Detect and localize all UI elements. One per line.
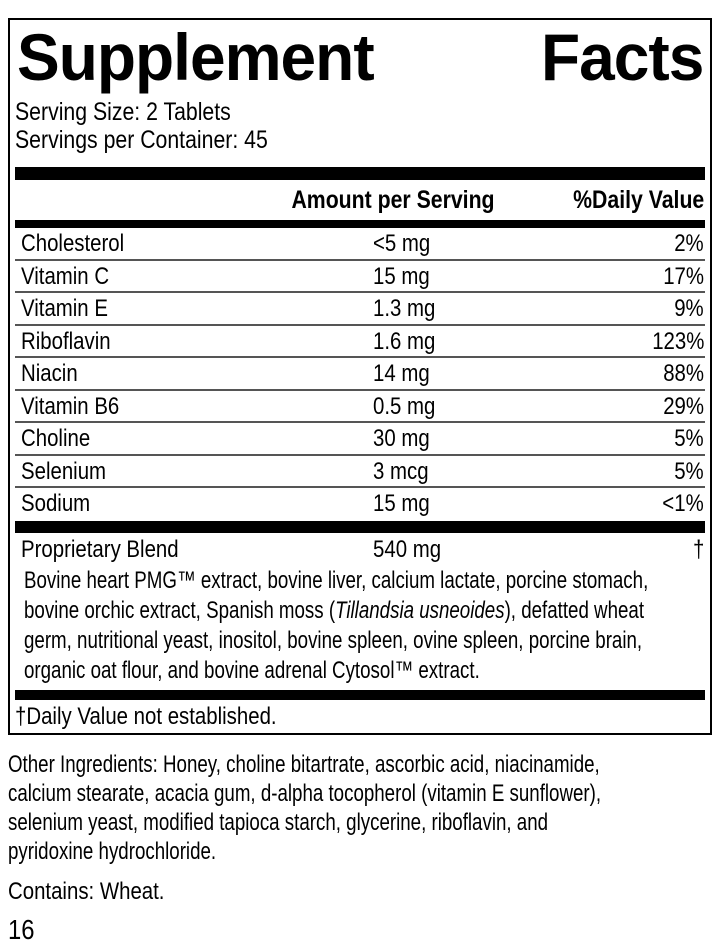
species-name-italic: Tillandsia usneoides bbox=[335, 596, 505, 624]
table-row-vitamin-b6 bbox=[15, 391, 705, 424]
panel-title bbox=[15, 20, 705, 94]
daily-value-footnote bbox=[15, 700, 705, 733]
nutrient-daily-value: 17% bbox=[663, 262, 704, 290]
nutrient-name: Selenium bbox=[21, 457, 107, 485]
thick-rule-footnote bbox=[15, 690, 705, 700]
blend-name: Proprietary Blend bbox=[21, 535, 179, 563]
nutrient-name: Vitamin B6 bbox=[21, 392, 120, 420]
other-ingredients-line: Other Ingredients: Honey, choline bitartrate, ascorbic acid, niacinamide, bbox=[8, 750, 600, 778]
table-row-cholesterol bbox=[15, 228, 705, 261]
column-header-amount: Amount per Serving bbox=[291, 186, 495, 214]
blend-amount: 540 mg bbox=[373, 535, 442, 563]
nutrient-daily-value: <1% bbox=[662, 490, 704, 517]
proprietary-blend-row bbox=[15, 533, 705, 566]
thick-rule-blend bbox=[15, 521, 705, 533]
daily-value-footnote-text: †Daily Value not established. bbox=[15, 702, 277, 730]
blend-description-line: germ, nutritional yeast, inositol, bovine spleen, ovine spleen, porcine brain, bbox=[24, 626, 643, 654]
nutrient-amount: 30 mg bbox=[373, 425, 430, 452]
nutrient-name: Niacin bbox=[21, 360, 78, 387]
nutrient-table bbox=[15, 228, 705, 521]
title-word-facts: Facts bbox=[540, 20, 703, 94]
blend-description-line: organic oat flour, and bovine adrenal Cytosol™ extract. bbox=[24, 656, 480, 684]
blend-description-line: Bovine heart PMG™ extract, bovine liver, calcium lactate, porcine stomach, bbox=[24, 566, 649, 594]
other-ingredients-line: calcium stearate, acacia gum, d-alpha tocopherol (vitamin E sunflower), bbox=[8, 779, 602, 807]
nutrient-daily-value: 2% bbox=[674, 230, 704, 257]
nutrient-amount: <5 mg bbox=[373, 230, 431, 257]
table-row-sodium bbox=[15, 488, 705, 521]
nutrient-daily-value: 5% bbox=[674, 457, 704, 485]
servings-per-container: Servings per Container: 45 bbox=[15, 126, 268, 154]
blend-description-line bbox=[24, 596, 645, 626]
nutrient-amount: 15 mg bbox=[373, 490, 430, 517]
blend-description bbox=[15, 566, 705, 690]
table-row-choline bbox=[15, 423, 705, 456]
table-row-vitamin-e bbox=[15, 293, 705, 326]
thick-rule-header bbox=[15, 220, 705, 228]
nutrient-name: Choline bbox=[21, 425, 91, 452]
page-number bbox=[8, 915, 712, 945]
nutrient-name: Sodium bbox=[21, 490, 91, 517]
nutrient-name: Riboflavin bbox=[21, 327, 111, 355]
supplement-facts-panel bbox=[8, 18, 712, 735]
nutrient-amount: 1.6 mg bbox=[373, 327, 436, 355]
blend-dagger-symbol: † bbox=[692, 535, 704, 563]
page-number-text: 16 bbox=[8, 913, 35, 945]
nutrient-amount: 14 mg bbox=[373, 360, 430, 387]
title-word-supplement: Supplement bbox=[17, 20, 374, 94]
nutrient-name: Vitamin C bbox=[21, 262, 110, 290]
nutrient-name: Cholesterol bbox=[21, 230, 125, 257]
other-ingredients-line: pyridoxine hydrochloride. bbox=[8, 837, 217, 865]
nutrient-daily-value: 9% bbox=[674, 295, 704, 322]
contains-statement-text: Contains: Wheat. bbox=[8, 877, 165, 905]
other-ingredients-line: selenium yeast, modified tapioca starch, glycerine, riboflavin, and bbox=[8, 808, 549, 836]
table-row-riboflavin bbox=[15, 326, 705, 359]
nutrient-amount: 3 mcg bbox=[373, 457, 429, 485]
nutrient-amount: 1.3 mg bbox=[373, 295, 436, 322]
nutrient-daily-value: 123% bbox=[651, 327, 704, 355]
below-panel-info bbox=[8, 750, 712, 945]
nutrient-daily-value: 88% bbox=[663, 360, 704, 387]
table-row-niacin bbox=[15, 358, 705, 391]
table-row-selenium bbox=[15, 456, 705, 489]
other-ingredients bbox=[8, 750, 712, 866]
nutrient-name: Vitamin E bbox=[21, 295, 108, 322]
blend-description-text: bovine orchic extract, Spanish moss ( bbox=[24, 596, 336, 624]
thick-rule-top bbox=[15, 167, 705, 180]
serving-info bbox=[15, 98, 705, 154]
blend-description-text: ), defatted wheat bbox=[504, 596, 645, 624]
column-header-daily-value: %Daily Value bbox=[572, 186, 704, 214]
column-header-row bbox=[15, 180, 705, 220]
contains-statement bbox=[8, 878, 712, 906]
nutrient-amount: 15 mg bbox=[373, 262, 430, 290]
nutrient-daily-value: 5% bbox=[674, 425, 704, 452]
nutrient-amount: 0.5 mg bbox=[373, 392, 436, 420]
serving-size: Serving Size: 2 Tablets bbox=[15, 98, 231, 126]
nutrient-daily-value: 29% bbox=[663, 392, 704, 420]
table-row-vitamin-c bbox=[15, 261, 705, 294]
